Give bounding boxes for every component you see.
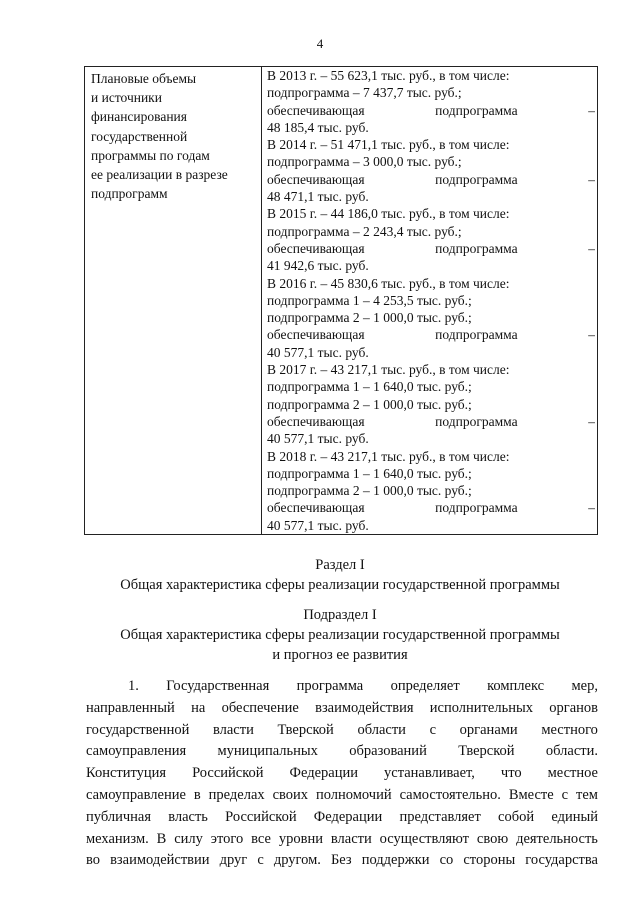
paragraph-word: образований	[349, 743, 427, 760]
page-number: 4	[316, 36, 324, 51]
paragraph-word: взаимодействия	[315, 699, 414, 716]
paragraph-word: самоуправления	[86, 743, 187, 760]
paragraph-line	[86, 741, 598, 763]
body-paragraph	[86, 676, 598, 872]
section-heading	[60, 555, 620, 595]
support-word: обеспечивающая	[267, 327, 365, 343]
paragraph-line	[86, 763, 598, 785]
support-amount: 48 471,1 тыс. руб.	[267, 189, 369, 205]
support-dash: –	[588, 102, 595, 118]
label-line: ее реализации в разрезе	[91, 167, 228, 183]
paragraph-word: определяет	[390, 678, 460, 694]
paragraph-word: пределах	[208, 786, 265, 803]
financing-table	[84, 66, 598, 535]
paragraph-word: органов	[549, 699, 598, 716]
paragraph-line	[86, 720, 598, 742]
paragraph-word: публичная	[86, 808, 151, 825]
subsection-subtitle: и прогноз ее развития	[272, 647, 408, 663]
label-line: финансирования	[91, 109, 187, 125]
paragraph-word: с	[429, 721, 437, 738]
support-subprogram-line	[267, 326, 595, 343]
paragraph-word: силу	[174, 830, 203, 847]
support-amount: 48 185,4 тыс. руб.	[267, 119, 369, 135]
support-subprogram-line	[267, 102, 595, 119]
subprogram-line: подпрограмма 1 – 4 253,5 тыс. руб.;	[267, 292, 472, 308]
paragraph-word: Вместе	[508, 786, 554, 803]
paragraph-word: тем	[576, 786, 598, 803]
paragraph-word: направленный	[86, 699, 175, 716]
support-word: обеспечивающая	[267, 500, 365, 516]
subprogram-line: подпрограмма 2 – 1 000,0 тыс. руб.;	[267, 483, 472, 499]
table-row	[85, 67, 598, 535]
support-dash: –	[588, 413, 595, 429]
paragraph-line	[86, 698, 598, 720]
subsection-title: Подраздел I	[303, 607, 377, 623]
label-line: программы по годам	[91, 147, 210, 163]
paragraph-word: 1.	[128, 678, 139, 694]
paragraph-word: Российской	[225, 808, 297, 825]
paragraph-word: исполнительных	[429, 699, 533, 716]
paragraph-word: государства	[525, 852, 598, 869]
subprogram-line: подпрограмма 2 – 1 000,0 тыс. руб.;	[267, 310, 472, 326]
paragraph-word: области.	[545, 743, 598, 760]
paragraph-word: Федерации	[289, 765, 359, 782]
paragraph-word: власть	[168, 808, 208, 825]
paragraph-word: все	[251, 830, 271, 847]
paragraph-line	[86, 850, 598, 872]
paragraph-word: на	[191, 699, 206, 716]
paragraph-line	[86, 807, 598, 829]
paragraph-word: этого	[210, 830, 244, 847]
support-dash: –	[588, 500, 595, 516]
paragraph-word: программа	[296, 678, 364, 694]
paragraph-word: обеспечение	[221, 699, 299, 716]
label-line: Плановые объемы	[91, 71, 197, 86]
support-word: подпрограмма	[435, 327, 518, 343]
paragraph-word: В	[156, 830, 167, 847]
paragraph-word: муниципальных	[217, 743, 318, 760]
paragraph-word: поддержки	[361, 852, 430, 869]
paragraph-word: Российской	[192, 765, 264, 782]
paragraph-word: стороны	[463, 852, 516, 869]
paragraph-word: со	[439, 852, 454, 869]
paragraph-word: области	[357, 721, 406, 738]
paragraph-word: осуществляют	[379, 830, 470, 847]
paragraph-word: Государственная	[166, 678, 270, 694]
paragraph-word: взаимодействии	[110, 852, 210, 869]
support-word: обеспечивающая	[267, 102, 365, 118]
year-total-2015: В 2015 г. – 44 186,0 тыс. руб., в том числе:	[267, 206, 510, 222]
year-total-2016: В 2016 г. – 45 830,6 тыс. руб., в том числе:	[267, 275, 510, 291]
paragraph-word: единый	[551, 808, 598, 825]
paragraph-word: что	[500, 765, 522, 782]
label-line: подпрограмм	[91, 186, 168, 202]
year-total-2013: В 2013 г. – 55 623,1 тыс. руб., в том числе:	[267, 68, 510, 83]
paragraph-word: власти	[330, 830, 372, 847]
paragraph-word: Тверской	[458, 743, 515, 760]
support-dash: –	[588, 171, 595, 187]
section-subtitle: Общая характеристика сферы реализации государственной программы	[120, 577, 560, 593]
support-subprogram-line	[267, 499, 595, 516]
support-amount: 40 577,1 тыс. руб.	[267, 344, 369, 360]
financing-label-cell	[85, 67, 262, 535]
year-total-2018: В 2018 г. – 43 217,1 тыс. руб., в том числе:	[267, 448, 510, 464]
paragraph-word: полномочий	[315, 786, 392, 803]
paragraph-word: деятельность	[516, 830, 598, 847]
label-line: государственной	[91, 128, 188, 144]
section-title: Раздел I	[315, 557, 365, 573]
support-word: подпрограмма	[435, 500, 518, 516]
subprogram-line: подпрограмма 1 – 1 640,0 тыс. руб.;	[267, 379, 472, 395]
support-dash: –	[588, 327, 595, 343]
subprogram-line: подпрограмма 2 – 1 000,0 тыс. руб.;	[267, 396, 472, 412]
paragraph-line	[86, 829, 598, 851]
paragraph-word: друг	[219, 852, 248, 869]
year-total-2017: В 2017 г. – 43 217,1 тыс. руб., в том числе:	[267, 362, 510, 378]
subsection-heading	[60, 605, 620, 665]
support-word: подпрограмма	[435, 413, 518, 429]
support-amount: 40 577,1 тыс. руб.	[267, 431, 369, 447]
subprogram-line: подпрограмма – 3 000,0 тыс. руб.;	[267, 154, 462, 170]
support-dash: –	[588, 240, 595, 256]
paragraph-word: местное	[547, 765, 598, 782]
label-line: и источники	[91, 90, 162, 106]
support-amount: 41 942,6 тыс. руб.	[267, 258, 369, 274]
paragraph-word: Без	[330, 852, 352, 869]
paragraph-word: Федерации	[313, 808, 383, 825]
paragraph-word: власти	[212, 721, 254, 738]
paragraph-word: мер,	[571, 678, 598, 694]
support-word: подпрограмма	[435, 240, 518, 256]
financing-values-cell	[262, 67, 598, 535]
subsection-subtitle: Общая характеристика сферы реализации государственной программы	[120, 627, 560, 643]
paragraph-word: собой	[498, 808, 535, 825]
subprogram-line: подпрограмма 1 – 1 640,0 тыс. руб.;	[267, 465, 472, 481]
paragraph-word: Конституция	[86, 765, 167, 782]
paragraph-word: механизм.	[86, 830, 149, 847]
paragraph-word: Тверской	[277, 721, 334, 738]
paragraph-word: своих	[272, 786, 309, 803]
paragraph-word: во	[86, 852, 100, 869]
paragraph-word: государственной	[86, 721, 190, 738]
subprogram-line: подпрограмма – 2 243,4 тыс. руб.;	[267, 223, 462, 239]
paragraph-word: органами	[459, 721, 518, 738]
paragraph-word: комплекс	[487, 678, 545, 694]
paragraph-word: с	[561, 786, 569, 803]
support-amount: 40 577,1 тыс. руб.	[267, 517, 369, 533]
subprogram-line: подпрограмма – 7 437,7 тыс. руб.;	[267, 85, 462, 101]
paragraph-line	[86, 785, 598, 807]
paragraph-word: самоуправление	[86, 786, 186, 803]
paragraph-word: свою	[476, 830, 509, 847]
support-subprogram-line	[267, 413, 595, 430]
paragraph-line	[86, 676, 598, 698]
support-word: обеспечивающая	[267, 413, 365, 429]
support-word: обеспечивающая	[267, 171, 365, 187]
paragraph-word: устанавливает,	[384, 765, 475, 782]
support-word: обеспечивающая	[267, 240, 365, 256]
paragraph-word: с	[257, 852, 264, 869]
support-subprogram-line	[267, 171, 595, 188]
support-subprogram-line	[267, 240, 595, 257]
paragraph-word: представляет	[399, 808, 481, 825]
support-word: подпрограмма	[435, 102, 518, 118]
paragraph-word: в	[193, 786, 201, 803]
year-total-2014: В 2014 г. – 51 471,1 тыс. руб., в том числе:	[267, 137, 510, 153]
paragraph-word: уровни	[278, 830, 323, 847]
paragraph-word: самостоятельно.	[399, 786, 501, 803]
support-word: подпрограмма	[435, 171, 518, 187]
paragraph-word: другом.	[273, 852, 321, 869]
paragraph-word: местного	[541, 721, 598, 738]
